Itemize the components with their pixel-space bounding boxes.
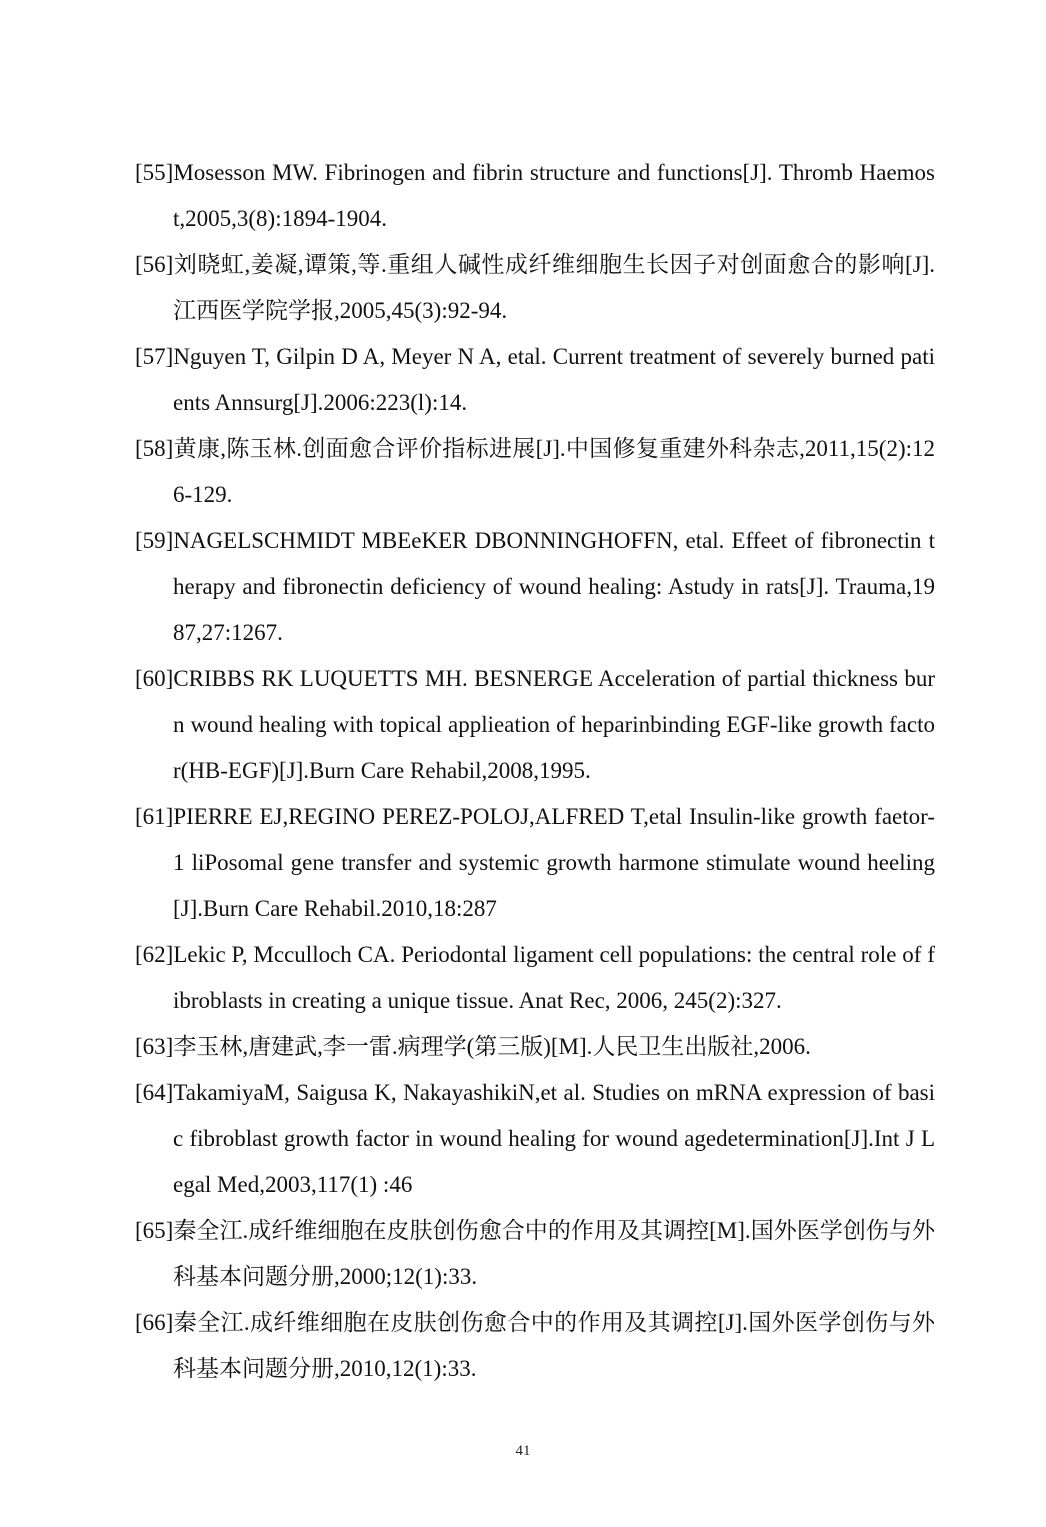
reference-64: [64]TakamiyaM, Saigusa K, NakayashikiN,et al. Studies on mRNA expression of basic fibroblast growth factor in wound healing for wound agedetermination[J].Int J Legal Med,2003,117(1) :46 <box>135 1080 935 1197</box>
reference-56: [56]刘晓虹,姜凝,谭策,等.重组人碱性成纤维细胞生长因子对创面愈合的影响[J].江西医学院学报,2005,45(3):92-94. <box>135 252 935 323</box>
reference-57: [57]Nguyen T, Gilpin D A, Meyer N A, etal. Current treatment of severely burned patients Annsurg[J].2006:223(l):14. <box>135 344 935 415</box>
reference-55: [55]Mosesson MW. Fibrinogen and fibrin structure and functions[J]. Thromb Haemost,2005,3(8):1894-1904. <box>135 160 935 231</box>
reference-63: [63]李玉林,唐建武,李一雷.病理学(第三版)[M].人民卫生出版社,2006. <box>135 1034 811 1059</box>
reference-59: [59]NAGELSCHMIDT MBEeKER DBONNINGHOFFN, etal. Effeet of fibronectin therapy and fibronectin deficiency of wound healing: Astudy in rats[J]. Trauma,1987,27:1267. <box>135 528 935 645</box>
reference-61: [61]PIERRE EJ,REGINO PEREZ-POLOJ,ALFRED T,etal Insulin-like growth faetor-1 liPosomal gene transfer and systemic growth harmone stimulate wound heeling[J].Burn Care Rehabil.2010,18:287 <box>135 804 935 921</box>
reference-62: [62]Lekic P, Mcculloch CA. Periodontal ligament cell populations: the central role of fibroblasts in creating a unique tissue. Anat Rec, 2006, 245(2):327. <box>135 942 935 1013</box>
reference-66: [66]秦全江.成纤维细胞在皮肤创伤愈合中的作用及其调控[J].国外医学创伤与外科基本问题分册,2010,12(1):33. <box>135 1310 935 1381</box>
reference-list <box>135 150 935 1392</box>
reference-60: [60]CRIBBS RK LUQUETTS MH. BESNERGE Acceleration of partial thickness burn wound healing with topical applieation of heparinbinding EGF-like growth factor(HB-EGF)[J].Burn Care Rehabil,2008,1995. <box>135 666 935 783</box>
page-number: 41 <box>515 1443 531 1459</box>
reference-65: [65]秦全江.成纤维细胞在皮肤创伤愈合中的作用及其调控[M].国外医学创伤与外科基本问题分册,2000;12(1):33. <box>135 1218 935 1289</box>
reference-58: [58]黄康,陈玉林.创面愈合评价指标进展[J].中国修复重建外科杂志,2011,15(2):126-129. <box>135 436 935 507</box>
